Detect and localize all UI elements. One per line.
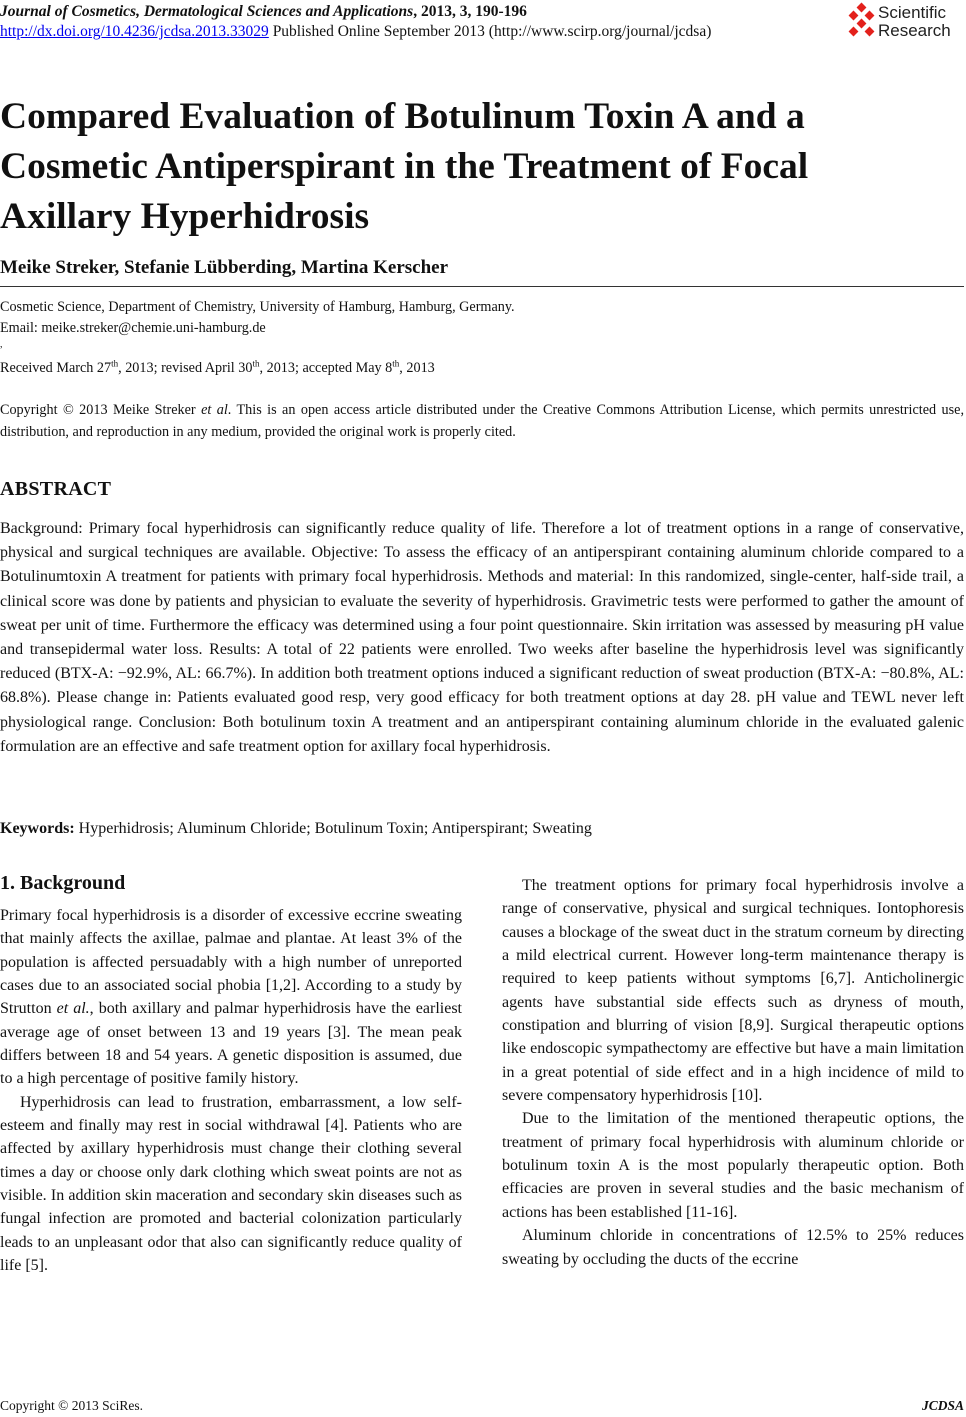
logo-diamond-icon xyxy=(865,11,875,21)
logo-word-1: Scientific xyxy=(878,3,947,22)
left-column xyxy=(0,904,462,1278)
copyright-etal: et al xyxy=(201,402,228,418)
received-dates xyxy=(0,358,435,378)
paragraph: Aluminum chloride in concentrations of 12.5% to 25% reduces sweating by occluding the ducts of the eccrine xyxy=(502,1227,964,1268)
affiliation-block xyxy=(0,297,964,351)
title-divider xyxy=(0,286,964,287)
right-column xyxy=(502,874,964,1271)
page-footer xyxy=(0,1398,964,1414)
paragraph: The treatment options for primary focal hyperhidrosis involve a range of conservative, physical and surgical techniques. Iontophoresis causes a blockage of the sweat duct in the stratum corneum by directing a mild electrical current. However long-term maintenance therapy is required to keep patients without symptoms [6,7]. Anticholinergic agents have substantial side effects such as dryness of mouth, constipation and blurring of vision [8,9]. Surgical therapeutic options like endoscopic sympathectomy are effective but have a main limitation in a great potential of side effect and in a high incidence of mild to severe compensatory hyperhidrosis [10]. xyxy=(502,877,964,1105)
revised-date: , 2013; revised April 30 xyxy=(118,360,253,376)
paper-title: Compared Evaluation of Botulinum Toxin A and a Cosmetic Antiperspirant in the Treatment of Focal Axillary Hyperhidrosis xyxy=(0,96,809,237)
logo-diamond-icon xyxy=(849,27,859,37)
abstract-text: Background: Primary focal hyperhidrosis can significantly reduce quality of life. Therefore a lot of treatment options in a range of conservative, physical and surgical techniques are available. Objective: To assess the efficacy of an antiperspirant containing aluminum chloride compared to a Botulinumtoxin A treatment for patients with primary focal hyperhidrosis. Methods and material: In this randomized, single-center, half-side trail, a clinical score was done by patients and physician to evaluate the severity of hyperhidrosis. Gravimetric tests were performed to gather the amount of sweat per unit of time. Furthermore the efficacy was determined using a four point questionnaire. Skin irritation was assessed by measuring pH value and transepidermal water loss. Results: A total of 22 patients were enrolled. Two weeks after baseline the hyperhidrosis level was significantly reduced (BTX-A: −92.9%, AL: 66.7%). In addition both treatment options induced a significant reduction of sweat production (BTX-A: −80.8%, AL: 68.8%). Please change in: Patients evaluated good resp, very good efficacy for both treatment options at day 28. pH value and TEWL never left physiological range. Conclusion: Both botulinum toxin A treatment and an antiperspirant containing aluminum chloride in the evaluated galenic formulation are an effective and safe treatment option for axillary focal hyperhidrosis. xyxy=(0,520,964,755)
logo-diamond-icon xyxy=(865,27,875,37)
logo-diamond-icon xyxy=(857,19,867,29)
logo-diamond-icon xyxy=(849,11,859,21)
ordinal-suffix: th xyxy=(111,358,119,369)
scientific-research-logo xyxy=(846,2,964,42)
copyright-license: . This is an open access article distributed under the Creative Commons Attribution License, which permits unrestricted use, distribution, and reproduction in any medium, provided the original work is properly cited. xyxy=(0,402,964,440)
email: Email: meike.streker@chemie.uni-hamburg.de xyxy=(0,320,266,336)
keywords-label: Keywords: xyxy=(0,820,75,837)
paragraph: Due to the limitation of the mentioned therapeutic options, the treatment of primary focal hyperhidrosis with aluminum chloride or botulinum toxin A is the most popularly therapeutic option. Both efficacies are proven in several studies and the basic mechanism of actions has been established [11-16]. xyxy=(502,1110,964,1221)
affiliation: Cosmetic Science, Department of Chemistry, University of Hamburg, Hamburg, Germany. xyxy=(0,299,515,315)
doi-link[interactable]: http://dx.doi.org/10.4236/jcdsa.2013.33029 xyxy=(0,23,269,40)
ordinal-suffix: th xyxy=(252,358,260,369)
paragraph xyxy=(0,904,462,1091)
paragraph-text: Primary focal hyperhidrosis is a disorder of excessive eccrine sweating that mainly affects the axillae, palmae and plantae. At least 3% of the population is affected persuadably with a high number of unreported cases due to an associated social phobia [1,2]. According to a study by Strutton xyxy=(0,907,462,1018)
ordinal-suffix: th xyxy=(392,358,400,369)
stray-comma: , xyxy=(0,339,3,350)
footer-copyright: Copyright © 2013 SciRes. xyxy=(0,1398,144,1413)
abstract-heading: ABSTRACT xyxy=(0,478,112,500)
author-list: Meike Streker, Stefanie Lübberding, Martina Kerscher xyxy=(0,257,449,278)
received-date: Received March 27 xyxy=(0,360,112,376)
footer-journal-abbrev: JCDSA xyxy=(921,1398,964,1413)
section-heading-background: 1. Background xyxy=(0,872,126,894)
logo-diamond-icon xyxy=(857,3,867,13)
journal-volume: , 2013, 3, 190-196 xyxy=(413,3,527,20)
published-online: Published Online September 2013 (http://www.scirp.org/journal/jcdsa) xyxy=(268,23,712,40)
copyright-text: Copyright © 2013 Meike Streker xyxy=(0,402,202,418)
accepted-date: , 2013; accepted May 8 xyxy=(259,360,393,376)
keywords xyxy=(0,818,592,840)
journal-name: Journal of Cosmetics, Dermatological Sciences and Applications xyxy=(0,3,414,20)
keywords-list: Hyperhidrosis; Aluminum Chloride; Botulinum Toxin; Antiperspirant; Sweating xyxy=(74,820,592,837)
paragraph-text: , both axillary and palmar hyperhidrosis have the earliest average age of onset between 13 and 19 years [3]. The mean peak differs between 18 and 54 years. A genetic disposition is assumed, due to a high percentage of positive family history. xyxy=(0,1000,462,1088)
copyright-notice xyxy=(0,399,964,443)
etal-text: et al. xyxy=(56,1000,90,1018)
paragraph: Hyperhidrosis can lead to frustration, embarrassment, a low self-esteem and finally may rest in social withdrawal [4]. Patients who are affected by axillary hyperhidrosis must change their clothing several times a day or choose only dark clothing which sweat points are not as visible. In addition skin maceration and secondary skin diseases such as fungal infection are promoted and bacterial colonization particularly leads to an unpleasant odor that also can significantly reduce quality of life [5]. xyxy=(0,1093,462,1275)
logo-word-2: Research xyxy=(878,21,951,40)
accepted-year: , 2013 xyxy=(399,360,435,376)
running-header xyxy=(0,2,840,42)
